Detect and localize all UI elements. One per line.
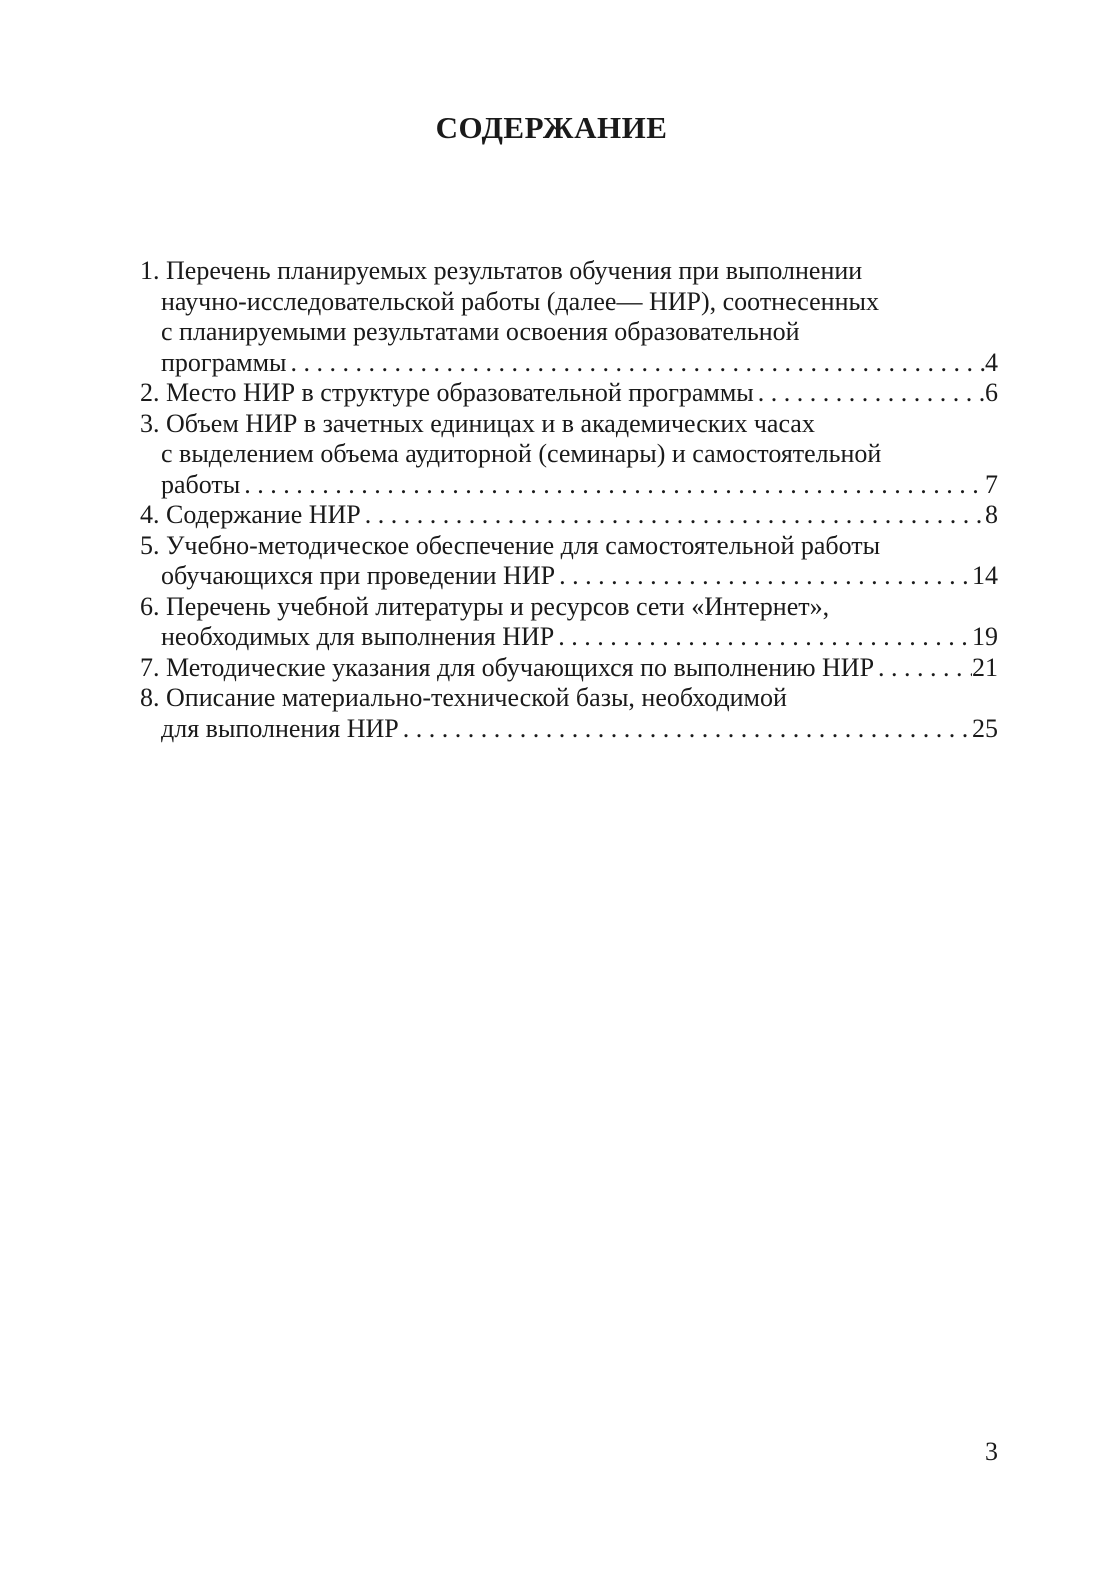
table-of-contents	[140, 256, 998, 744]
toc-page-number: 14	[972, 561, 998, 590]
toc-entry-text: 8. Описание материально-технической базы, необходимой	[140, 683, 787, 712]
dot-leader	[399, 714, 972, 745]
page-title: СОДЕРЖАНИЕ	[435, 110, 668, 145]
toc-entry-text: необходимых для выполнения НИР	[161, 622, 555, 651]
dot-leader	[754, 378, 985, 409]
toc-page-number: 19	[972, 622, 998, 651]
toc-entry-text: 3. Объем НИР в зачетных единицах и в академических часах	[140, 408, 815, 438]
toc-page-number: 6	[985, 378, 998, 407]
toc-page-number: 7	[985, 469, 998, 499]
dot-leader	[874, 653, 972, 684]
toc-entry[interactable]	[140, 531, 998, 592]
toc-entry-line	[140, 622, 998, 653]
toc-entry-line	[140, 378, 998, 409]
toc-entry[interactable]	[140, 409, 998, 501]
dot-leader	[555, 561, 972, 592]
toc-entry-text: обучающихся при проведении НИР	[161, 561, 556, 590]
toc-entry-line	[140, 714, 998, 745]
toc-page-number: 25	[972, 713, 998, 743]
dot-leader	[240, 470, 985, 501]
toc-entry-text: 2. Место НИР в структуре образовательной программы	[140, 378, 754, 407]
dot-leader	[361, 500, 985, 531]
toc-entry-line	[140, 470, 998, 501]
toc-page-number: 4	[985, 347, 998, 377]
toc-entry-text: с выделением объема аудиторной (семинары) и самостоятельной	[161, 439, 882, 468]
toc-entry-text: работы	[161, 469, 241, 499]
toc-entry-line	[140, 561, 998, 592]
toc-entry[interactable]	[140, 683, 998, 744]
toc-entry-text: для выполнения НИР	[161, 713, 399, 743]
toc-entry[interactable]	[140, 592, 998, 653]
toc-entry[interactable]	[140, 256, 998, 378]
toc-entry-text: с планируемыми результатами освоения образовательной	[161, 317, 800, 346]
page-number: 3	[985, 1437, 998, 1466]
toc-entry[interactable]	[140, 500, 998, 531]
toc-entry-text: программы	[161, 347, 287, 377]
toc-entry-line	[140, 348, 998, 379]
toc-entry-text: научно-исследовательской работы (далее— НИР), соотнесенных	[161, 286, 879, 316]
toc-entry-line	[140, 653, 998, 684]
toc-entry[interactable]	[140, 378, 998, 409]
toc-page-number: 8	[985, 500, 998, 529]
toc-entry-text: 7. Методические указания для обучающихся по выполнению НИР	[140, 652, 875, 682]
dot-leader	[287, 348, 986, 379]
toc-entry-text: 6. Перечень учебной литературы и ресурсов сети «Интернет»,	[140, 591, 830, 621]
toc-page-number: 21	[972, 652, 998, 682]
toc-entry-line	[140, 500, 998, 531]
toc-entry-text: 4. Содержание НИР	[140, 500, 361, 529]
toc-entry-text: 5. Учебно-методическое обеспечение для самостоятельной работы	[140, 530, 881, 560]
toc-entry[interactable]	[140, 653, 998, 684]
toc-entry-text: 1. Перечень планируемых результатов обучения при выполнении	[140, 256, 863, 285]
dot-leader	[554, 622, 972, 653]
